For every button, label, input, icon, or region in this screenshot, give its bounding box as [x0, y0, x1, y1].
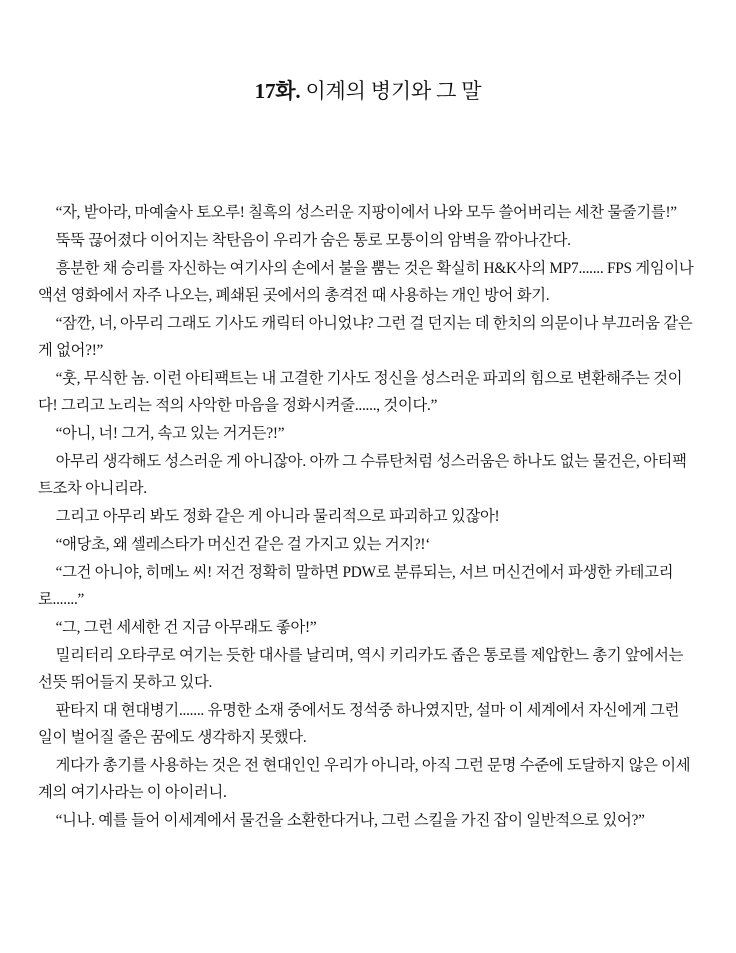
paragraph: 흥분한 채 승리를 자신하는 여기사의 손에서 불을 뿜는 것은 확실히 H&K사의 MP7....... FPS 게임이나 액션 영화에서 자주 나오는, 폐쇄된 곳에서의 총격전 때 사용하는 개인 방어 화기.	[38, 259, 694, 305]
paragraph: 판타지 대 현대병기....... 유명한 소재 중에서도 정석중 하나였지만, 설마 이 세계에서 자신에게 그런 일이 벌어질 줄은 꿈에도 생각하지 못했다.	[38, 701, 680, 746]
body-text	[0, 199, 736, 834]
paragraph: “애당초, 왜 셀레스타가 머신건 같은 걸 가지고 있는 거지?!‘	[55, 535, 431, 553]
paragraph: 그리고 아무리 봐도 정화 같은 게 아니라 물리적으로 파괴하고 있잖아!	[55, 507, 500, 525]
paragraph: “그, 그런 세세한 건 지금 아무래도 좋아!”	[55, 618, 317, 636]
paragraph: 게다가 총기를 사용하는 것은 전 현대인인 우리가 아니라, 아직 그런 문명 수준에 도달하지 않은 이세계의 여기사라는 이 아이러니.	[38, 756, 691, 801]
paragraph: “니나. 예를 들어 이세계에서 물건을 소환한다거나, 그런 스킬을 가진 잡이 일반적으로 있어?”	[55, 811, 645, 829]
paragraph: “자, 받아라, 마예술사 토오루! 칠흑의 성스러운 지팡이에서 나와 모두 쓸어버리는 세찬 물줄기를!”	[55, 204, 677, 222]
chapter-number: 17화.	[254, 79, 301, 103]
paragraph: “잠깐, 너, 아무리 그래도 기사도 캐릭터 아니었냐? 그런 걸 던지는 데 한치의 의문이나 부끄러움 같은 게 없어?!”	[38, 315, 693, 360]
paragraph: “그건 아니야, 히메노 씨! 저건 정확히 말하면 PDW로 분류되는, 서브 머신건에서 파생한 카테고리로.......”	[38, 563, 674, 608]
paragraph: “훗, 무식한 놈. 이런 아티팩트는 내 고결한 기사도 정신을 성스러운 파괴의 힘으로 변환해주는 것이다! 그리고 노리는 적의 사악한 마음을 정화시켜줄......, 것이다.”	[38, 370, 683, 415]
paragraph: 뚝뚝 끊어졌다 이어지는 착탄음이 우리가 숨은 통로 모퉁이의 암벽을 깎아나간다.	[55, 232, 571, 250]
page-title	[0, 0, 736, 105]
chapter-title-text: 이계의 병기와 그 말	[300, 79, 482, 103]
paragraph: 아무리 생각해도 성스러운 게 아니잖아. 아까 그 수류탄처럼 성스러움은 하나도 없는 물건은, 아티팩트조차 아니리라.	[38, 452, 687, 498]
paragraph: “아니, 너! 그거, 속고 있는 거거든?!”	[55, 425, 285, 443]
paragraph: 밀리터리 오타쿠로 여기는 듯한 대사를 날리며, 역시 키리카도 좁은 통로를 제압한느 총기 앞에서는 선뜻 뛰어들지 못하고 있다.	[38, 646, 684, 691]
